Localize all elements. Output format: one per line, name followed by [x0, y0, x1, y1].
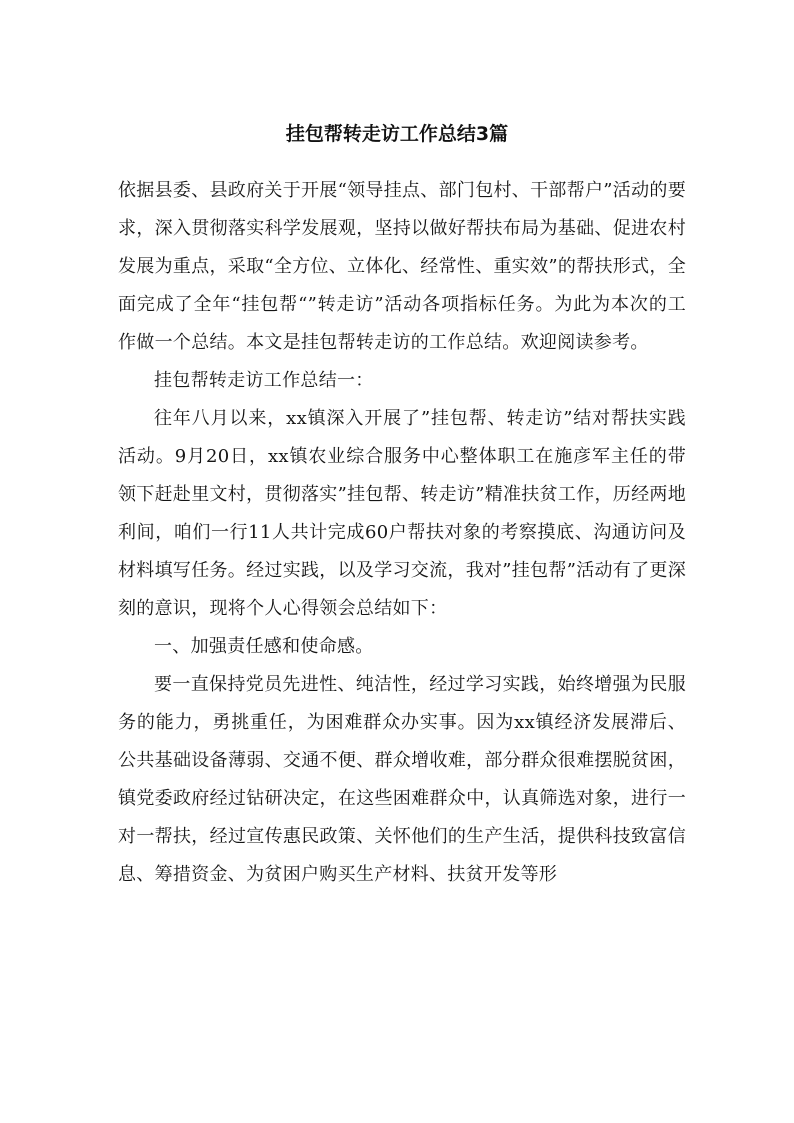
document-title: 挂包帮转走访工作总结3篇 — [285, 123, 509, 145]
body-paragraph: 往年八月以来，xx镇深入开展了”挂包帮、转走访”结对帮扶实践活动。9月20日，xx镇农业综合服务中心整体职工在施彦军主任的带领下赶赴里文村，贯彻落实”挂包帮、转走访”精准扶贫工作，历经两地利间，咱们一行11人共计完成60户帮扶对象的考察摸底、沟通访问及材料填写任务。经过实践，以及学习交流，我对”挂包帮”活动有了更深刻的意识，现将个人心得领会总结如下： — [118, 408, 687, 619]
section-heading-summary-one: 挂包帮转走访工作总结一： — [154, 370, 374, 391]
subsection-heading: 一、加强责任感和使命感。 — [154, 636, 374, 657]
document-body — [118, 172, 686, 894]
body-paragraph: 要一直保持党员先进性、纯洁性，经过学习实践，始终增强为民服务的能力，勇挑重任，为困难群众办实事。因为xx镇经济发展滞后、公共基础设备薄弱、交通不便、群众增收难，部分群众很难摆脱贫困，镇党委政府经过钻研决定，在这些困难群众中，认真筛选对象，进行一对一帮扶，经过宣传惠民政策、关怀他们的生产生活，提供科技致富信息、筹措资金、为贫困户购买生产材料、扶贫开发等形 — [118, 674, 686, 885]
intro-paragraph: 依据县委、县政府关于开展“领导挂点、部门包村、干部帮户”活动的要求，深入贯彻落实科学发展观，坚持以做好帮扶布局为基础、促进农村发展为重点，采取“全方位、立体化、经常性、重实效”的帮扶形式，全面完成了全年“挂包帮“”转走访”活动各项指标任务。为此为本次的工作做一个总结。本文是挂包帮转走访的工作总结。欢迎阅读参考。 — [118, 180, 687, 353]
